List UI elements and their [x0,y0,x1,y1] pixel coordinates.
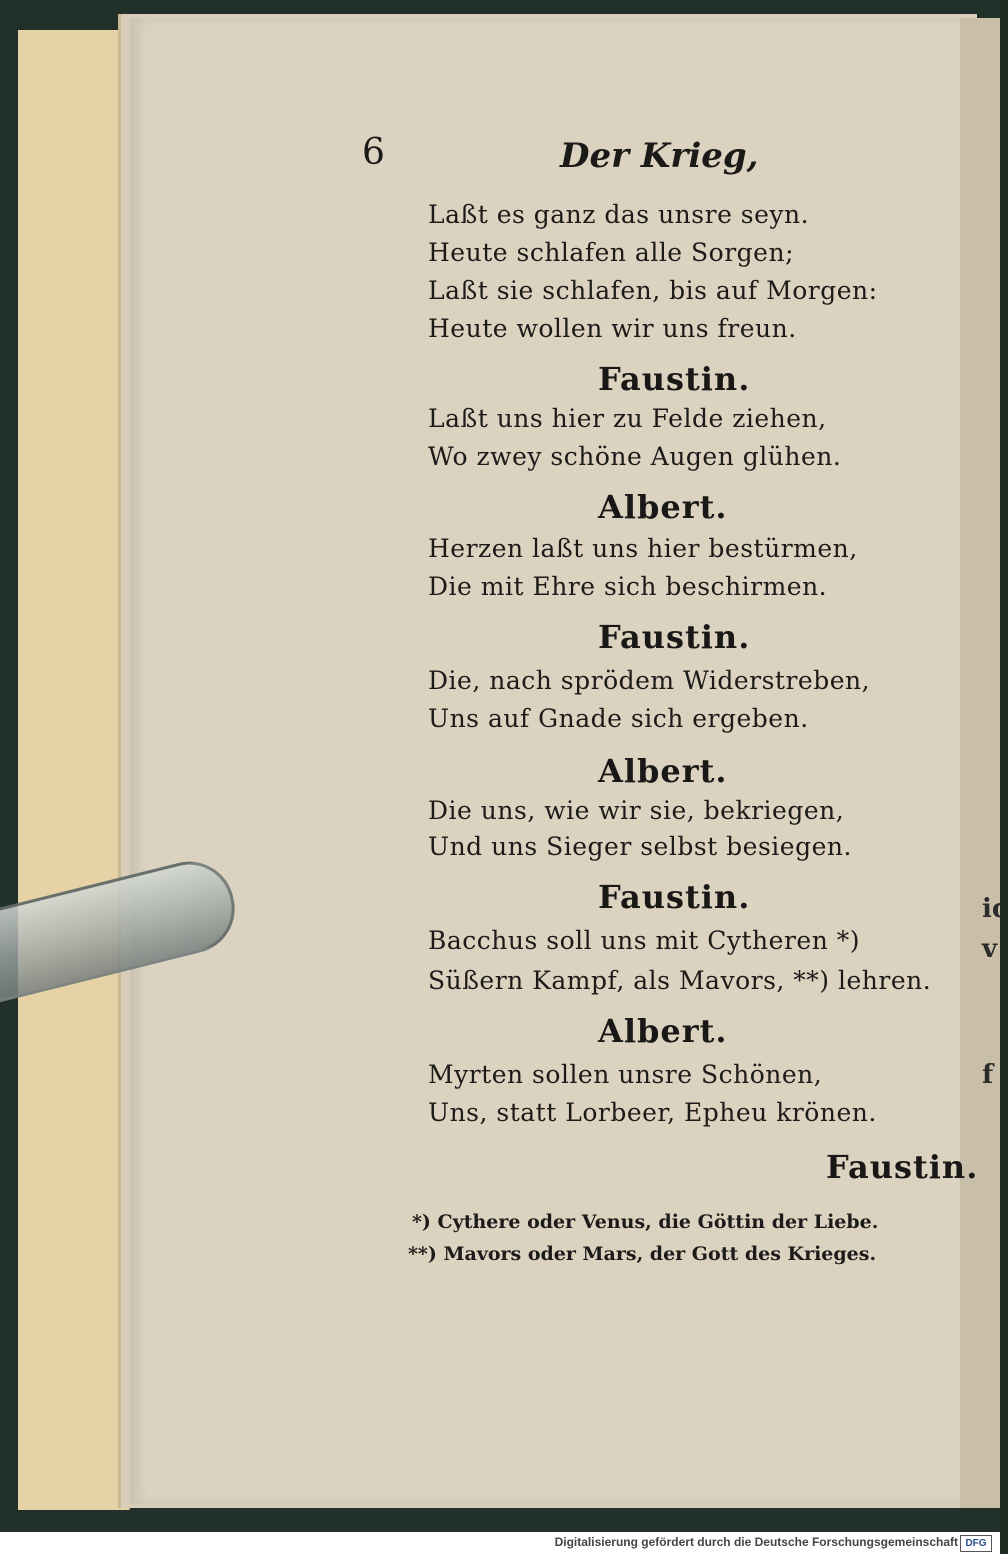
underlying-page [18,30,130,1510]
verse-line: Heute wollen wir uns freun. [428,314,797,343]
verse-line: Uns, statt Lorbeer, Epheu krönen. [428,1098,877,1127]
verse-line: Heute schlafen alle Sorgen; [428,238,795,267]
verse-line: Laßt es ganz das unsre seyn. [428,200,810,229]
footnote: *) Cythere oder Venus, die Göttin der Liebe. [412,1211,879,1233]
verse-line: Und uns Sieger selbst besiegen. [428,832,852,861]
verse-line: Die uns, wie wir sie, bekriegen, [428,796,845,825]
verse-line: Wo zwey schöne Augen glühen. [428,442,842,471]
footer-credit: Digitalisierung gefördert durch die Deutsche Forschungsgemeinschaft [554,1535,958,1549]
speaker-name: Faustin. [598,878,751,916]
verse-line: Laßt uns hier zu Felde ziehen, [428,404,827,433]
speaker-name: Albert. [598,488,728,526]
speaker-name: Faustin. [598,618,751,656]
dfg-logo-icon: DFG [960,1535,992,1552]
verse-line: Laßt sie schlafen, bis auf Morgen: [428,276,878,305]
footer-bar [0,1532,1000,1554]
bleed-letter: v [982,934,998,964]
verse-line: Die mit Ehre sich beschirmen. [428,572,828,601]
running-head: Der Krieg, [560,136,759,176]
catchword: Faustin. [826,1148,979,1186]
facing-page-edge [960,18,1000,1508]
bleed-letter: f [982,1060,994,1090]
verse-line: Herzen laßt uns hier bestürmen, [428,534,858,563]
footnote: **) Mavors oder Mars, der Gott des Krieges. [408,1243,877,1265]
verse-line: Myrten sollen unsre Schönen, [428,1060,823,1089]
verse-line: Die, nach sprödem Widerstreben, [428,666,871,695]
bleed-letter: ic [982,894,1008,924]
page-number: 6 [362,132,385,173]
verse-line: Bacchus soll uns mit Cytheren *) [428,926,860,955]
speaker-name: Albert. [598,1012,728,1050]
verse-line: Uns auf Gnade sich ergeben. [428,704,809,733]
speaker-name: Albert. [598,752,728,790]
speaker-name: Faustin. [598,360,751,398]
verse-line: Süßern Kampf, als Mavors, **) lehren. [428,966,932,995]
